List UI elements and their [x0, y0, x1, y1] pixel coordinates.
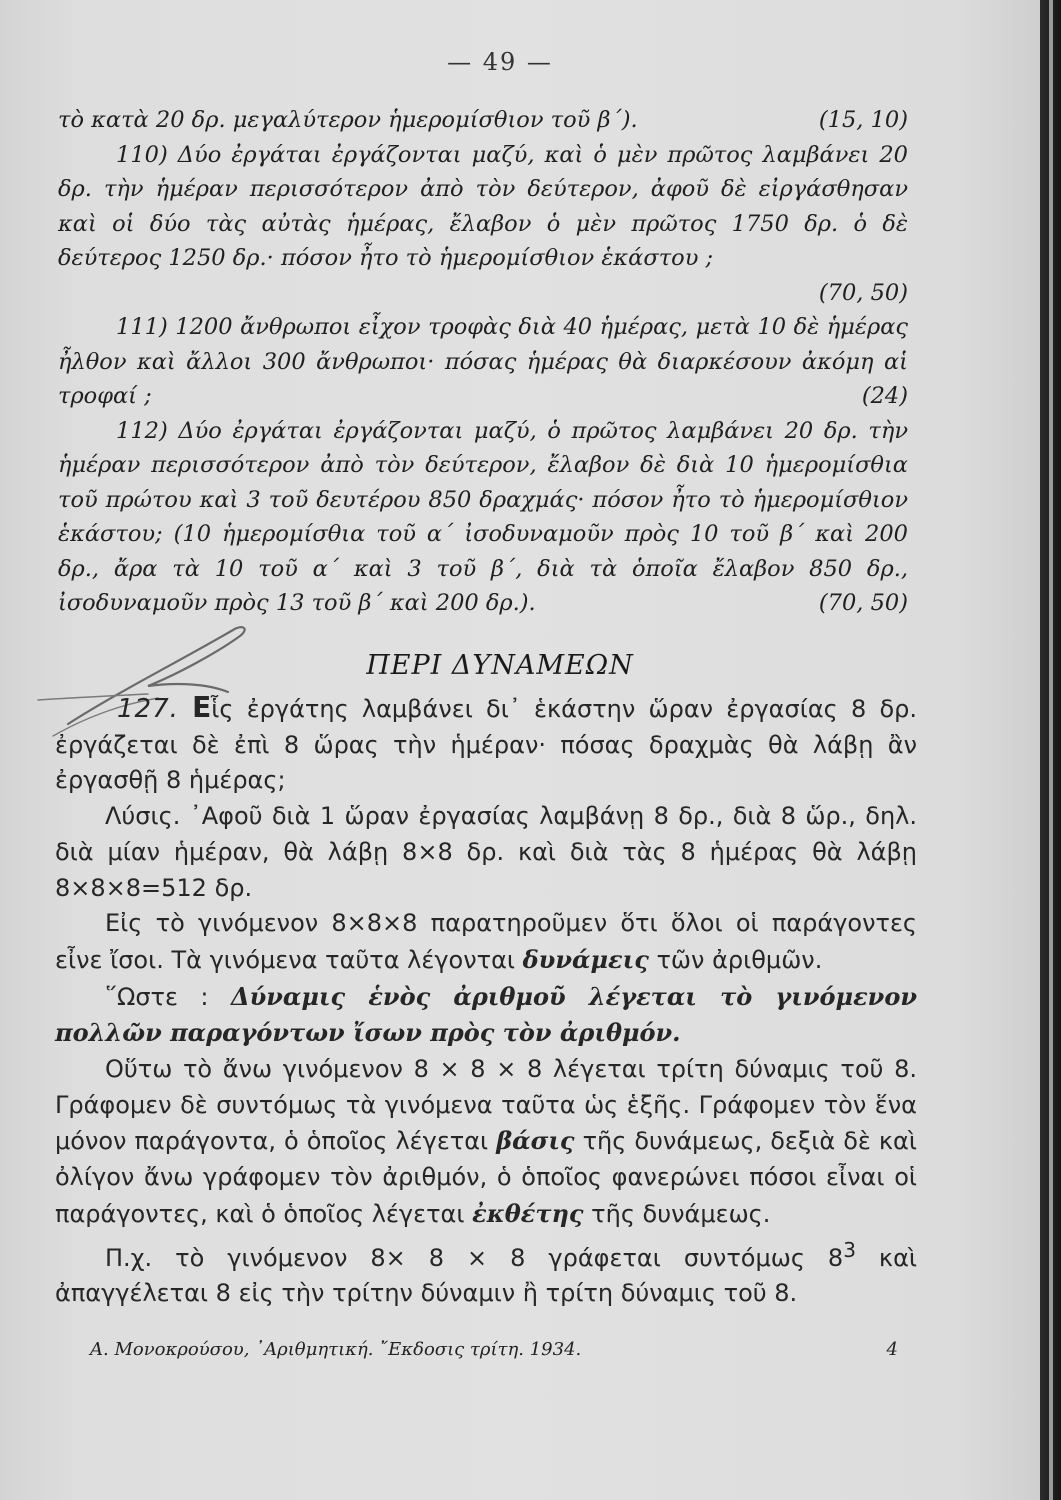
drop-letter: Ε	[192, 691, 212, 724]
section-body	[55, 690, 917, 1312]
example-paragraph	[55, 1233, 917, 1312]
definition-paragraph	[55, 979, 917, 1052]
notation-paragraph	[55, 1052, 917, 1233]
exercise-answer: (15, 10)	[818, 107, 908, 133]
observation-paragraph	[55, 906, 917, 978]
exercise-continuation	[58, 103, 908, 138]
section-heading: ΠΕΡΙ ΔΥΝΑΜΕΩΝ	[366, 650, 634, 681]
section-opening	[55, 690, 917, 799]
exercise-text: 110) Δύο ἐργάται ἐργάζονται μαζύ, καὶ ὁ μὲν πρῶτος λαμβάνει 20 δρ. τὴν ἡμέραν περισσότερον ἀπὸ τὸν δεύτερον, ἀφοῦ δὲ εἰργάσθησαν καὶ οἱ δύο τὰς αὐτὰς ἡμέρας, ἔλαβον ὁ μὲν πρῶτος 1750 δρ. ὁ δὲ δεύτερος 1250 δρ.· πόσον ἦτο τὸ ἡμερομίσθιον ἑκάστου ;	[58, 141, 908, 271]
exercise-text: 112) Δύο ἐργάται ἐργάζονται μαζύ, ὁ πρῶτος λαμβάνει 20 δρ. τὴν ἡμέραν περισσότερον ἀπὸ τὸν δεύτερον, ἔλαβον δὲ διὰ 10 ἡμερομίσθια τοῦ πρώτου καὶ 3 τοῦ δευτέρου 850 δραχμάς· πόσον ἦτο τὸ ἡμερομίσθιον ἑκάστου; (10 ἡμερομίσθια τοῦ α΄ ἰσοδυναμοῦν πρὸς 10 τοῦ β΄ καὶ 200 δρ., ἄρα τὰ 10 τοῦ α΄ καὶ 3 τοῦ β΄, διὰ τὰ ὁποῖα ἔλαβον 850 δρ., ἰσοδυναμοῦν πρὸς 13 τοῦ β΄ καὶ 200 δρ.).	[58, 417, 908, 616]
exercise-answer: (24)	[861, 383, 908, 409]
exercise-answer-row	[58, 276, 908, 311]
term-exponent: ἐκθέτης	[472, 1198, 584, 1228]
solution-paragraph: Λύσις. ᾽Αφοῦ διὰ 1 ὥραν ἐργασίας λαμβάνῃ 8 δρ., διὰ 8 ὥρ., δηλ. διὰ μίαν ἡμέραν, θὰ λάβῃ 8×8 δρ. καὶ διὰ τὰς 8 ἡμέρας θὰ λάβῃ 8×8×8=512 δρ.	[55, 802, 917, 902]
example-end: καὶ ἀπαγγέλεται 8 εἰς τὴν τρίτην δύναμιν ἢ τρίτη δύναμις τοῦ 8.	[55, 1243, 918, 1308]
definition-text: Δύναμις ἑνὸς ἀριθμοῦ λέγεται τὸ γινόμενον πολλῶν παραγόντων ἴσων πρὸς τὸν ἀριθμόν.	[55, 981, 917, 1048]
observation-text: Εἰς τὸ γινόμενον 8×8×8 παρατηροῦμεν ὅτι ὅλοι οἱ παράγοντες εἶνε ἴσοι. Τὰ γινόμενα ταῦτα λέγονται	[55, 909, 917, 974]
observation-end: τῶν ἀριθμῶν.	[656, 945, 823, 974]
exercise-110	[58, 138, 908, 276]
exercise-answer: (70, 50)	[818, 279, 908, 306]
definition-lead: ῞Ωστε :	[105, 982, 209, 1011]
exercise-list	[58, 103, 908, 621]
notation-mid: τῆς δυνάμεως, δεξιὰ δὲ καὶ ὀλίγον ἄνω γράφομεν τὸν ἀριθμόν, ὁ ὁποῖος φανερώνει πόσοι εἶναι οἱ παράγοντες, καὶ ὁ ὁποῖος λέγεται	[55, 1127, 917, 1228]
page-number: — 49 —	[447, 48, 553, 76]
page-footer	[90, 1339, 898, 1360]
opening-text: ἷς ἐργάτης λαμβάνει δι᾽ ἑκάστην ὥραν ἐργασίας 8 δρ. ἐργάζεται δὲ ἐπὶ 8 ὥρας τὴν ἡμέραν· πόσας δραχμὰς θὰ λάβῃ ἂν ἐργασθῇ 8 ἡμέρας;	[55, 695, 917, 795]
footer-citation: Α. Μονοκρούσου, ᾽Αριθμητική. ῎Εκδοσις τρίτη. 1934.	[90, 1339, 582, 1360]
example-text: Π.χ. τὸ γινόμενον 8× 8 × 8 γράφεται συντόμως 8	[105, 1243, 844, 1272]
term-powers: δυνάμεις	[522, 944, 649, 974]
sheet-number: 4	[886, 1339, 898, 1360]
section-number: 127.	[117, 694, 179, 724]
term-base: βάσις	[496, 1126, 575, 1156]
page-edge-highlight	[1049, 0, 1053, 1500]
exercise-text: τὸ κατὰ 20 δρ. μεγαλύτερον ἡμερομίσθιον τοῦ β΄).	[58, 107, 638, 133]
notation-text: Οὕτω τὸ ἄνω γινόμενον 8 × 8 × 8 λέγεται τρίτη δύναμις τοῦ 8. Γράφομεν δὲ συντόμως τὰ γινόμενα ταῦτα ὡς ἑξῆς. Γράφομεν τὸν ἕνα μόνον παράγοντα, ὁ ὁποῖος λέγεται	[55, 1055, 917, 1156]
exercise-answer: (70, 50)	[818, 590, 908, 616]
notation-end: τῆς δυνάμεως.	[591, 1199, 771, 1228]
exponent-superscript: 3	[843, 1237, 856, 1262]
exercise-text: 111) 1200 ἄνθρωποι εἶχον τροφὰς διὰ 40 ἡμέρας, μετὰ 10 δὲ ἡμέρας ἦλθον καὶ ἄλλοι 300 ἄνθρωποι· πόσας ἡμέρας θὰ διαρκέσουν ἀκόμη αἱ τροφαί ;	[58, 314, 908, 409]
exercise-112	[58, 414, 908, 621]
exercise-111	[58, 310, 908, 414]
